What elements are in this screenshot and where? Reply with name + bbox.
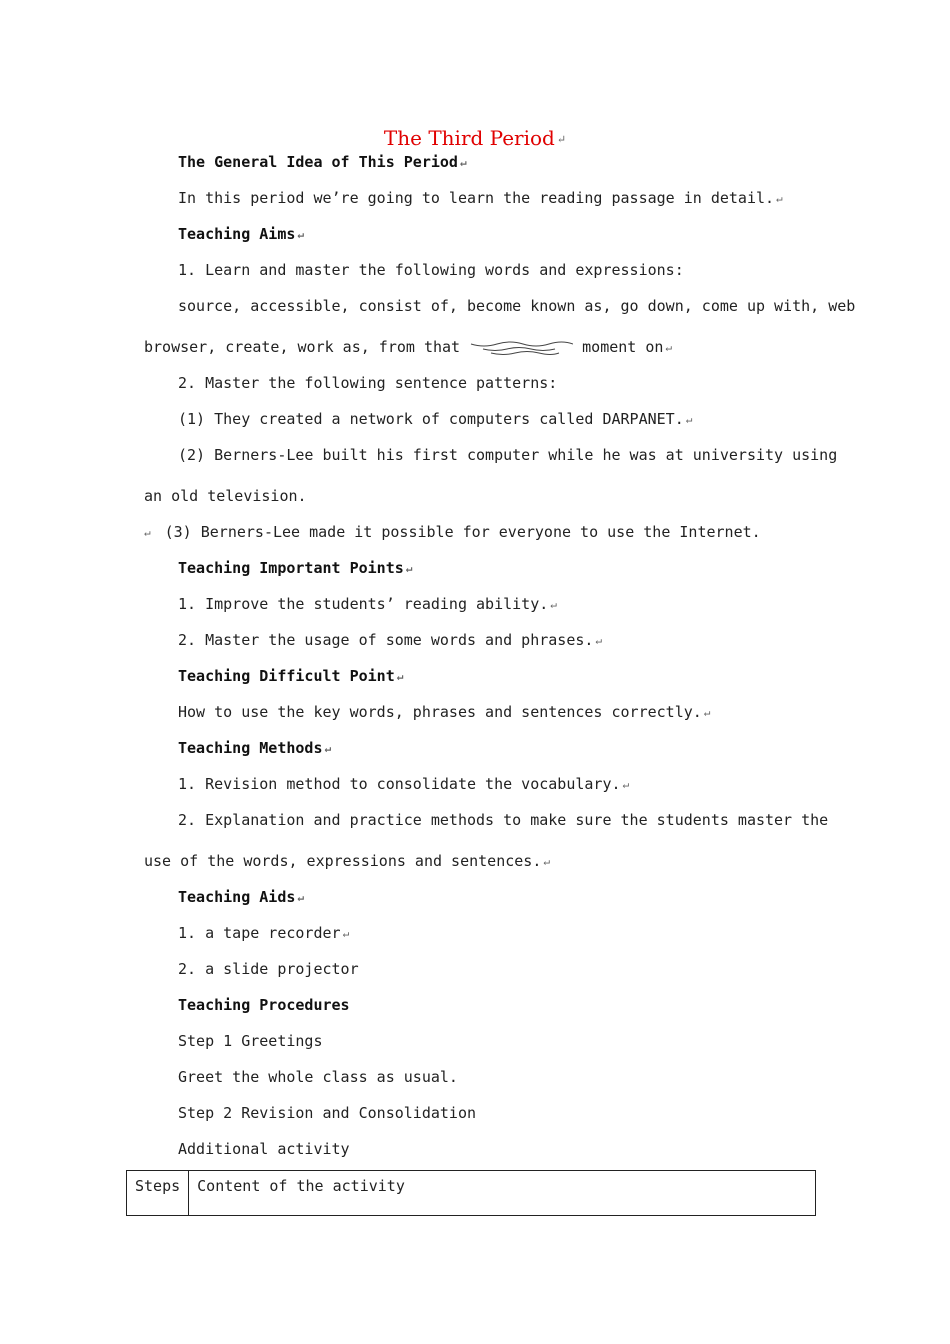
teaching-methods-heading-text: Teaching Methods	[178, 739, 323, 757]
general-idea-text	[178, 189, 783, 208]
paragraph-mark-icon	[543, 853, 550, 871]
difficult-point-heading-text: Teaching Difficult Point	[178, 667, 395, 685]
page-title	[0, 126, 950, 150]
teaching-procedures-heading: Teaching Procedures	[178, 996, 350, 1014]
aims-words-line-2	[144, 338, 672, 357]
important-point-2	[178, 631, 602, 650]
sentence-pattern-3-text: (3) Berners-Lee made it possible for everyone to use the Internet.	[164, 523, 761, 541]
paragraph-mark-icon	[406, 560, 413, 578]
wavy-underline-icon	[469, 339, 573, 357]
paragraph-mark-icon	[297, 889, 304, 907]
aid-2: 2. a slide projector	[178, 960, 359, 978]
paragraph-mark-icon	[550, 596, 557, 614]
paragraph-mark-icon	[776, 190, 783, 208]
difficult-point-heading	[178, 667, 403, 686]
paragraph-mark-icon	[397, 668, 404, 686]
difficult-point-text-content: How to use the key words, phrases and sentences correctly.	[178, 703, 702, 721]
method-2-line-2	[144, 852, 550, 871]
method-2-line-2-text: use of the words, expressions and sentences.	[144, 852, 542, 870]
method-2-line-1: 2. Explanation and practice methods to make sure the students master the	[178, 811, 829, 829]
sentence-pattern-1-text: (1) They created a network of computers called DARPANET.	[178, 410, 684, 428]
important-point-1	[178, 595, 557, 614]
teaching-aids-heading	[178, 888, 304, 907]
important-point-2-text: 2. Master the usage of some words and phrases.	[178, 631, 594, 649]
paragraph-mark-icon	[144, 524, 151, 542]
difficult-point-text	[178, 703, 710, 722]
sentence-pattern-3	[144, 523, 761, 542]
paragraph-mark-icon	[665, 339, 672, 357]
activity-table	[126, 1170, 816, 1216]
method-1-text: 1. Revision method to consolidate the vocabulary.	[178, 775, 621, 793]
paragraph-mark-icon	[297, 226, 304, 244]
aims-words-line-2-a: browser, create, work as, from that	[144, 338, 461, 356]
teaching-aims-heading-text: Teaching Aims	[178, 225, 296, 243]
aims-words-line-1: source, accessible, consist of, become known as, go down, come up with, web	[178, 297, 856, 315]
teaching-methods-heading	[178, 739, 331, 758]
table-header-steps: Steps	[127, 1171, 189, 1216]
sentence-pattern-2-line-1: (2) Berners-Lee built his first computer while he was at university using	[178, 446, 838, 464]
general-idea-text-content: In this period we’re going to learn the reading passage in detail.	[178, 189, 775, 207]
additional-activity-label: Additional activity	[178, 1140, 350, 1158]
method-1	[178, 775, 629, 794]
paragraph-mark-icon	[325, 740, 332, 758]
paragraph-mark-icon	[595, 632, 602, 650]
paragraph-mark-icon	[343, 925, 350, 943]
paragraph-mark-icon	[704, 704, 711, 722]
paragraph-mark-icon	[686, 411, 693, 429]
sentence-pattern-2-line-2: an old television.	[144, 487, 307, 505]
general-idea-heading	[178, 153, 467, 172]
table-header-content: Content of the activity	[189, 1171, 816, 1216]
aims-words-line-2-b: moment on	[582, 338, 664, 356]
important-points-heading-text: Teaching Important Points	[178, 559, 404, 577]
aid-1	[178, 924, 349, 943]
aims-item-1: 1. Learn and master the following words and expressions:	[178, 261, 684, 279]
general-idea-heading-text: The General Idea of This Period	[178, 153, 458, 171]
step-1-text: Greet the whole class as usual.	[178, 1068, 458, 1086]
important-point-1-text: 1. Improve the students’ reading ability.	[178, 595, 549, 613]
teaching-aids-heading-text: Teaching Aids	[178, 888, 296, 906]
title-text: The Third Period	[383, 126, 555, 150]
paragraph-mark-icon	[623, 776, 630, 794]
aid-1-text: 1. a tape recorder	[178, 924, 341, 942]
step-1-heading: Step 1 Greetings	[178, 1032, 323, 1050]
aims-item-2: 2. Master the following sentence patterns:	[178, 374, 558, 392]
table-row	[127, 1171, 816, 1216]
important-points-heading	[178, 559, 412, 578]
sentence-pattern-1	[178, 410, 692, 429]
paragraph-mark-icon	[460, 154, 467, 172]
teaching-aims-heading	[178, 225, 304, 244]
step-2-heading: Step 2 Revision and Consolidation	[178, 1104, 477, 1122]
paragraph-mark-icon	[557, 133, 566, 146]
